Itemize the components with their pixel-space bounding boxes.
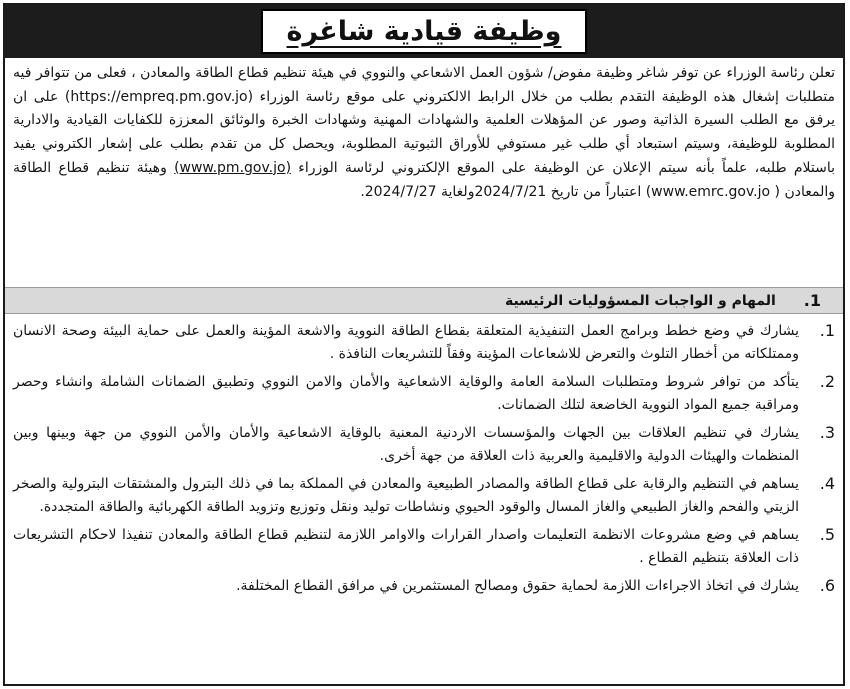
item-text: يشارك في تنظيم العلاقات بين الجهات والمؤسسات الاردنية المعنية بالوقاية الاشعاعية والأمان والأمن النووي من جهة وبينها وبين المنظمات والهيئات الدولية والاقليمية والعربية ذات العلاقة من جهة أخرى.: [13, 425, 799, 464]
list-item: [5, 422, 843, 467]
item-text: يساهم في التنظيم والرقابة على قطاع الطاقة والمصادر الطبيعية والمعادن في المملكة بما في ذلك البترول والمشتقات البترولية والصخر الزيتي والفحم والغاز الطبيعي والغاز المسال والوقود الحيوي ونشاطات توليد ونقل وتوزيع وتزويد الطاقة الكهربائية والطاقة المتجددة.: [13, 476, 799, 515]
intro-text-2: على ان يرفق مع الطلب السيرة الذاتية وصور عن المؤهلات العلمية والشهادات المهنية وشهادات الخبرة والوثائق المعززة للكفايات القيادية والادارية المطلوبة للوظيفة، وسيتم استبعاد أي طلب غير مستوفي للأوراق الثبوتية المطلوبة، ويحصل كل من تقدم بطلب على إشعار الكتروني يفيد باستلام طلبه، علماً بأنه سيتم الإعلان عن الوظيفة على الموقع الإلكتروني لرئاسة الوزراء: [13, 88, 835, 176]
pm-link[interactable]: (www.pm.gov.jo): [174, 159, 292, 176]
duties-list: [5, 320, 843, 604]
item-number: 6.: [819, 576, 835, 595]
title-bar: [5, 5, 843, 58]
item-number: 3.: [819, 423, 835, 442]
section-number: 1.: [803, 291, 821, 310]
list-item: [5, 320, 843, 365]
intro-paragraph: [13, 62, 835, 204]
title-box: [261, 9, 588, 54]
section-title: المهام و الواجبات المسؤوليات الرئيسية: [504, 292, 776, 309]
emrc-link[interactable]: (www.emrc.gov.jo ): [645, 183, 780, 200]
intro-text-1: تعلن رئاسة الوزراء عن توفر شاغر وظيفة مفوض/ شؤون العمل الاشعاعي والنووي في هيئة تنظيم قطاع الطاقة والمعادن ، فعلى من تتوافر فيه متطلبات إشغال هذه الوظيفة التقدم بطلب من خلال الرابط الالكتروني على موقع رئاسة الوزراء: [13, 65, 835, 105]
item-text: يشارك في اتخاذ الاجراءات اللازمة لحماية حقوق ومصالح المستثمرين في مرافق القطاع المختلفة.: [236, 578, 799, 594]
item-text: يشارك في وضع خطط وبرامج العمل التنفيذية المتعلقة بقطاع الطاقة النووية والاشعة المؤينة والعمل على حماية البيئة وصحة الانسان وممتلكاته من أخطار التلوث والتعرض للاشعاعات المؤينة وفقاً للتشريعات النافذة .: [13, 323, 799, 362]
item-number: 4.: [819, 474, 835, 493]
item-text: يتأكد من توافر شروط ومتطلبات السلامة العامة والوقاية الاشعاعية والأمان والامن النووي وتطبيق الضمانات الشاملة وانشاء وحصر ومراقبة جميع المواد النووية الخاضعة لتلك الضمانات.: [13, 374, 799, 413]
list-item: [5, 473, 843, 518]
intro-text-3: وهيئة تنظيم قطاع الطاقة والمعادن: [13, 159, 835, 200]
job-announcement: [3, 3, 845, 686]
page-title: وظيفة قيادية شاغرة: [286, 16, 562, 47]
item-text: يساهم في وضع مشروعات الانظمة التعليمات واصدار القرارات والاوامر اللازمة لتنظيم قطاع الطاقة والمعادن تنفيذا لاحكام التشريعات ذات العلاقة بتنظيم القطاع .: [13, 527, 799, 566]
section-header: [5, 287, 843, 314]
item-number: 1.: [819, 321, 835, 340]
intro-text-4: اعتباراً من تاريخ 2024/7/21ولغاية 2024/7/27.: [360, 183, 642, 200]
list-item: [5, 371, 843, 416]
empreq-link[interactable]: (https://empreq.pm.gov.jo): [64, 88, 254, 105]
item-number: 5.: [819, 525, 835, 544]
item-number: 2.: [819, 372, 835, 391]
list-item: [5, 575, 843, 598]
list-item: [5, 524, 843, 569]
